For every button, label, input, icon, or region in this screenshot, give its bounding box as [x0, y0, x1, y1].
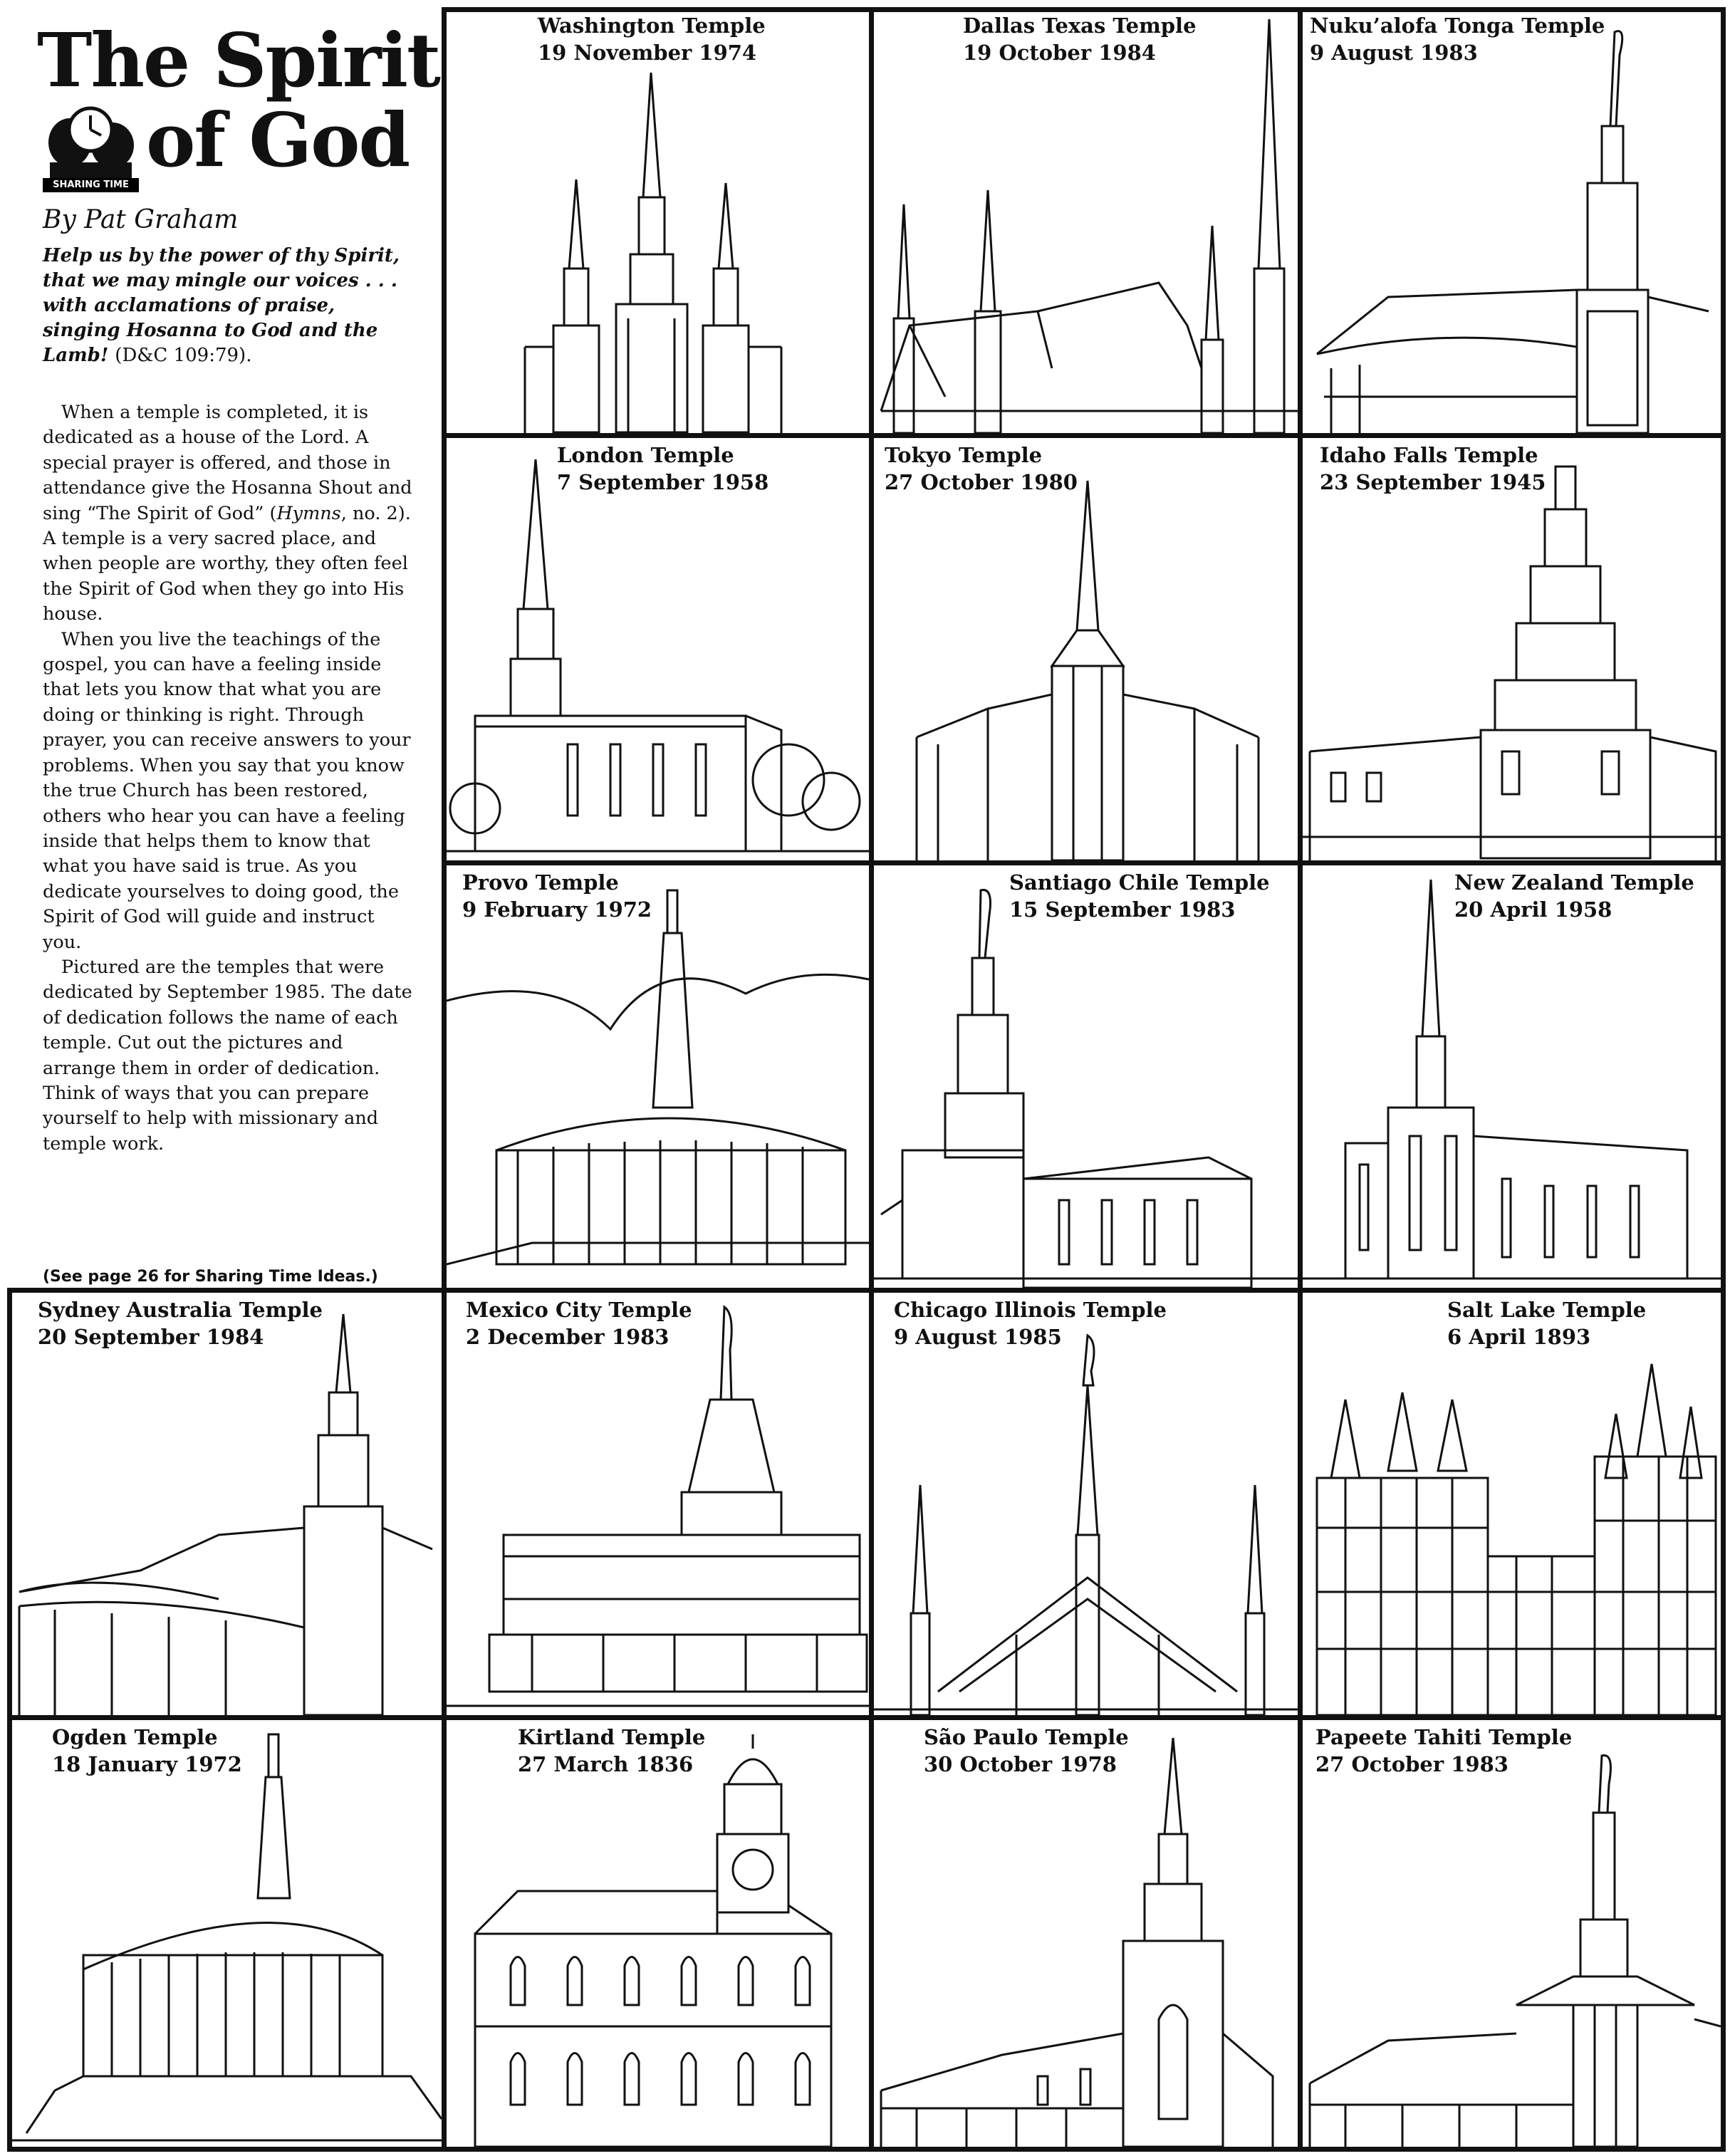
grid-divider — [1298, 7, 1303, 2151]
intro-panel — [28, 16, 440, 1286]
temple-caption — [462, 869, 652, 923]
temple-caption — [894, 1296, 1167, 1350]
temple-card — [874, 865, 1298, 1288]
temple-card — [447, 1293, 869, 1715]
temple-name: Tokyo Temple — [885, 443, 1043, 467]
grid-divider — [442, 433, 1726, 438]
paragraph-1-start: When a temple is completed, it is dedicated as a house of the Lord. A special prayer is offered, and those in attendance give the Hosanna Shout and sing “The Spirit of God” ( — [43, 402, 412, 524]
sao-paulo-temple-icon — [874, 1720, 1298, 2147]
grid-divider — [442, 7, 1726, 12]
temple-caption — [885, 442, 1078, 496]
temple-card — [874, 1293, 1298, 1715]
temple-card — [874, 12, 1298, 433]
see-page-note: (See page 26 for Sharing Time Ideas.) — [43, 1268, 378, 1286]
body-text — [43, 400, 413, 1157]
temple-card — [874, 438, 1298, 860]
temple-card — [1303, 865, 1721, 1288]
temple-caption — [1320, 442, 1546, 496]
title-line-1: The Spirit — [37, 16, 440, 104]
quote-text: Help us by the power of thy Spirit, that we may mingle our voices . . . with acclamations of praise, singing Hosanna to God and the Lamb! — [43, 245, 400, 366]
temple-caption — [52, 1724, 242, 1778]
temple-card — [447, 438, 869, 860]
temple-card — [1303, 1293, 1721, 1715]
temple-date: 30 October 1978 — [924, 1752, 1117, 1776]
temple-date: 27 October 1983 — [1315, 1752, 1508, 1776]
temple-caption — [963, 12, 1197, 66]
temple-caption — [924, 1724, 1129, 1778]
grid-divider — [7, 2147, 1726, 2152]
temple-name: Dallas Texas Temple — [963, 14, 1197, 38]
temple-date: 15 September 1983 — [1009, 897, 1236, 922]
temple-date: 9 August 1985 — [894, 1325, 1062, 1349]
sharing-time-logo — [43, 101, 139, 192]
temple-date: 7 September 1958 — [557, 470, 769, 494]
temple-date: 19 October 1984 — [963, 41, 1156, 65]
washington-temple-icon — [447, 12, 869, 433]
london-temple-icon — [447, 438, 869, 860]
temple-date: 27 March 1836 — [518, 1752, 694, 1776]
tokyo-temple-icon — [874, 438, 1298, 860]
grid-divider — [442, 860, 1726, 865]
temple-date: 18 January 1972 — [52, 1752, 242, 1776]
temple-name: Provo Temple — [462, 870, 619, 895]
temple-date: 19 November 1974 — [538, 41, 757, 65]
temple-name: São Paulo Temple — [924, 1725, 1129, 1749]
quote-reference: (D&C 109:79). — [115, 345, 252, 366]
grid-divider — [869, 7, 874, 2151]
temple-caption — [1009, 869, 1270, 923]
temple-card — [874, 1720, 1298, 2147]
temple-card — [447, 12, 869, 433]
paragraph-2: When you live the teachings of the gospel, you can have a feeling inside that lets you know that what you are doing or thinking is right. Through prayer, you can receive answers to your problems. When you say that you know the true Church has been restored, others who hear you can have a feeling inside that helps them to know that what you have said is true. As you dedicate yourselves to doing good, the Spirit of God will guide and instruct you. — [43, 628, 411, 953]
temple-name: Nuku’alofa Tonga Temple — [1310, 14, 1605, 38]
temple-caption — [466, 1296, 692, 1350]
logo-label: SHARING TIME — [43, 178, 139, 192]
idaho-falls-temple-icon — [1303, 438, 1721, 860]
temple-caption — [1315, 1724, 1572, 1778]
santiago-temple-icon — [874, 865, 1298, 1288]
grid-divider — [7, 1288, 1726, 1293]
new-zealand-temple-icon — [1303, 865, 1721, 1288]
temple-date: 6 April 1893 — [1447, 1325, 1591, 1349]
temple-card — [1303, 12, 1721, 433]
salt-lake-temple-icon — [1303, 1293, 1721, 1715]
byline: By Pat Graham — [43, 205, 239, 234]
temple-caption — [538, 12, 766, 66]
temple-date: 9 February 1972 — [462, 897, 652, 922]
temple-caption — [1310, 12, 1605, 66]
temple-name: Santiago Chile Temple — [1009, 870, 1270, 895]
temple-caption — [1454, 869, 1694, 923]
paragraph-1 — [43, 400, 413, 627]
grid-divider — [7, 1715, 1726, 1720]
children-clock-icon — [43, 101, 139, 178]
temple-card — [12, 1293, 442, 1715]
chicago-temple-icon — [874, 1293, 1298, 1715]
temple-name: Washington Temple — [538, 14, 766, 38]
grid-divider — [1721, 7, 1726, 2151]
hymns-reference: Hymns — [276, 502, 341, 524]
temple-name: Salt Lake Temple — [1447, 1298, 1647, 1322]
temple-name: Sydney Australia Temple — [38, 1298, 323, 1322]
temple-name: Papeete Tahiti Temple — [1315, 1725, 1573, 1749]
paragraph-1-end: , no. 2). A temple is a very sacred place, and when people are worthy, they often feel the Spirit of God when they go into His house. — [43, 502, 411, 625]
temple-date: 20 September 1984 — [38, 1325, 264, 1349]
grid-divider — [442, 7, 447, 2151]
temple-card — [447, 865, 869, 1288]
page-title — [28, 16, 440, 199]
temple-date: 23 September 1945 — [1320, 470, 1546, 494]
temple-date: 27 October 1980 — [885, 470, 1078, 494]
temple-name: Ogden Temple — [52, 1725, 218, 1749]
temple-caption — [557, 442, 768, 496]
kirtland-temple-icon — [447, 1720, 869, 2147]
tahiti-temple-icon — [1303, 1720, 1721, 2147]
ogden-temple-icon — [12, 1720, 442, 2147]
temple-name: Mexico City Temple — [466, 1298, 692, 1322]
temple-name: Idaho Falls Temple — [1320, 443, 1538, 467]
temple-caption — [518, 1724, 705, 1778]
temple-name: London Temple — [557, 443, 734, 467]
temple-date: 20 April 1958 — [1454, 897, 1612, 922]
sydney-temple-icon — [12, 1293, 442, 1715]
temple-card — [12, 1720, 442, 2147]
temple-card — [1303, 1720, 1721, 2147]
temple-name: Chicago Illinois Temple — [894, 1298, 1167, 1322]
temple-card — [1303, 438, 1721, 860]
paragraph-3: Pictured are the temples that were dedicated by September 1985. The date of dedication follows the name of each temple. Cut out the pictures and arrange them in order of dedication. Think of ways that you can prepare yourself to help with missionary and temple work. — [43, 956, 412, 1155]
tonga-temple-icon — [1303, 12, 1721, 433]
mexico-city-temple-icon — [447, 1293, 869, 1715]
scripture-quote — [43, 244, 413, 368]
grid-divider — [7, 1288, 12, 2152]
provo-temple-icon — [447, 865, 869, 1288]
temple-name: New Zealand Temple — [1454, 870, 1694, 895]
temple-date: 2 December 1983 — [466, 1325, 669, 1349]
temple-date: 9 August 1983 — [1310, 41, 1478, 65]
temple-name: Kirtland Temple — [518, 1725, 706, 1749]
dallas-temple-icon — [874, 12, 1298, 433]
temple-caption — [1447, 1296, 1646, 1350]
temple-card — [447, 1720, 869, 2147]
temple-caption — [38, 1296, 323, 1350]
title-line-2: of God — [146, 96, 410, 184]
